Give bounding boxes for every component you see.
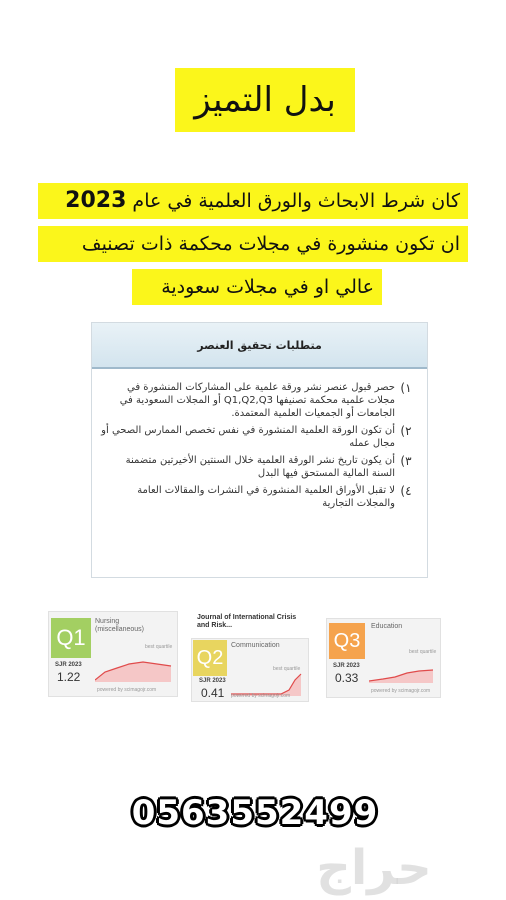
sjr-value: 1.22 [57, 670, 81, 684]
sjr-year-label: SJR 2023 [55, 662, 82, 668]
best-quartile-label: best quartile [409, 649, 437, 655]
requirement-item [100, 381, 417, 420]
requirements-header: متطلبات تحقيق العنصر [92, 323, 427, 369]
requirement-item [100, 484, 417, 510]
sjr-value: 0.41 [201, 686, 225, 700]
requirement-item [100, 454, 417, 480]
quartile-badge: Q3 [329, 623, 365, 659]
highlight-line-3: عالي او في مجلات سعودية [132, 269, 382, 305]
requirement-item [100, 424, 417, 450]
highlight-line-2: ان تكون منشورة في مجلات محكمة ذات تصنيف [38, 226, 468, 262]
requirements-list [92, 375, 427, 571]
requirements-document [91, 322, 428, 578]
highlight-year: 2023 [65, 188, 127, 213]
sjr-year-label: SJR 2023 [199, 678, 226, 684]
sjr-card-q1 [48, 611, 178, 697]
sjr-value: 0.33 [335, 671, 359, 685]
requirement-text: أن تكون الورقة العلمية المنشورة في نفس تخصص الممارس الصحي أو مجال عمله [101, 425, 395, 449]
highlight-line-1-text: كان شرط الابحاث والورق العلمية في عام [126, 190, 460, 212]
page-title: بدل التميز [175, 68, 355, 132]
requirement-text: أن يكون تاريخ نشر الورقة العلمية خلال السنتين الأخيرتين متضمنة السنة المالية المستحق فيها البدل [125, 455, 395, 479]
requirement-number: ٣) [400, 454, 412, 468]
quartile-badge: Q2 [193, 640, 227, 676]
category-label: Education [371, 623, 403, 630]
requirement-text: حصر قبول عنصر نشر ورقة علمية على المشاركات المنشورة في مجلات علمية محكمة تصنيفها Q1,Q2,Q3 أو المجلات السعودية في الجامعات أو الجمعيات العلمية المعتمدة. [119, 382, 395, 419]
requirement-text: لا تقبل الأوراق العلمية المنشورة في النشرات والمقالات العامة والمجلات التجارية [137, 485, 395, 509]
sjr-card-q2 [191, 614, 309, 702]
sjr-year-label: SJR 2023 [333, 663, 360, 669]
journal-title: Journal of International Crisis and Risk... [197, 614, 297, 629]
powered-by-label: powered by scimagojr.com [231, 693, 291, 699]
requirement-number: ٢) [400, 424, 412, 438]
quartile-badge: Q1 [51, 618, 91, 658]
requirement-number: ١) [400, 381, 412, 395]
haraj-watermark: حراج [316, 840, 432, 896]
category-label: Communication [231, 642, 280, 649]
sjr-card-q3 [326, 618, 441, 698]
sjr-sparkline [369, 655, 439, 685]
requirement-number: ٤) [400, 484, 412, 498]
best-quartile-label: best quartile [145, 644, 173, 650]
powered-by-label: powered by scimagojr.com [97, 687, 157, 693]
sjr-sparkline [95, 654, 175, 684]
category-label: Nursing (miscellaneous) [95, 618, 145, 633]
best-quartile-label: best quartile [273, 666, 301, 672]
phone-number[interactable]: 0563552499 [131, 793, 379, 833]
powered-by-label: powered by scimagojr.com [371, 688, 431, 694]
highlight-line-1 [38, 183, 468, 219]
